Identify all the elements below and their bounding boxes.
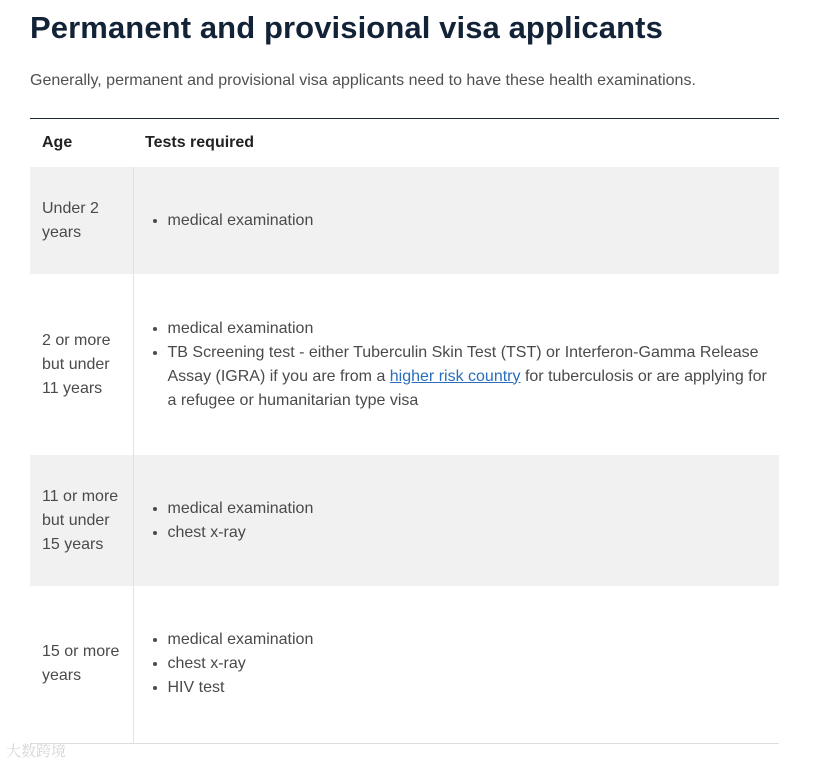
age-cell <box>30 274 133 455</box>
table-row <box>30 274 779 455</box>
higher-risk-country-link[interactable]: higher risk country <box>389 367 521 385</box>
age-label: 11 or more but under 15 years <box>42 487 119 553</box>
test-item: • HIV test <box>168 676 768 700</box>
tests-column-header: Tests required <box>145 134 255 151</box>
intro-text: Generally, permanent and provisional visa applicants need to have these health examinations. <box>30 72 696 89</box>
test-item: • chest x-ray <box>168 521 768 545</box>
tests-list <box>146 497 768 545</box>
watermark-text: 大数跨境 <box>6 742 67 760</box>
test-item: • medical examination <box>168 317 768 341</box>
table-row <box>30 455 779 586</box>
tests-list <box>146 628 768 700</box>
tests-cell <box>133 167 779 274</box>
age-column-header: Age <box>42 134 73 151</box>
test-item: • medical examination <box>168 628 768 652</box>
tests-cell <box>133 586 779 743</box>
page-title: Permanent and provisional visa applicants <box>30 10 663 45</box>
test-item: • medical examination <box>168 497 768 521</box>
age-label: Under 2 years <box>42 199 99 241</box>
table-row <box>30 586 779 743</box>
tests-cell <box>133 274 779 455</box>
table-row <box>30 167 779 274</box>
tb-test-text: TB Screening test - either Tuberculin Skin Test (TST) or Interferon-Gamma Release Assay (IGRA) if you are from a <box>167 343 759 385</box>
tests-list <box>146 209 768 233</box>
age-label: 2 or more but under 11 years <box>42 331 111 397</box>
tests-list <box>146 317 768 413</box>
test-item: • chest x-ray <box>168 652 768 676</box>
table-header-row <box>30 119 779 168</box>
age-cell <box>30 167 133 274</box>
test-item-tb-screening <box>168 341 768 413</box>
age-label: 15 or more years <box>42 643 120 685</box>
test-item: • medical examination <box>168 209 768 233</box>
age-cell <box>30 586 133 743</box>
health-exam-table <box>30 118 779 744</box>
age-cell <box>30 455 133 586</box>
tests-cell <box>133 455 779 586</box>
watermark <box>6 740 66 761</box>
tb-test-text-end: for tuberculosis or are applying for a refugee or humanitarian type visa <box>167 367 767 409</box>
